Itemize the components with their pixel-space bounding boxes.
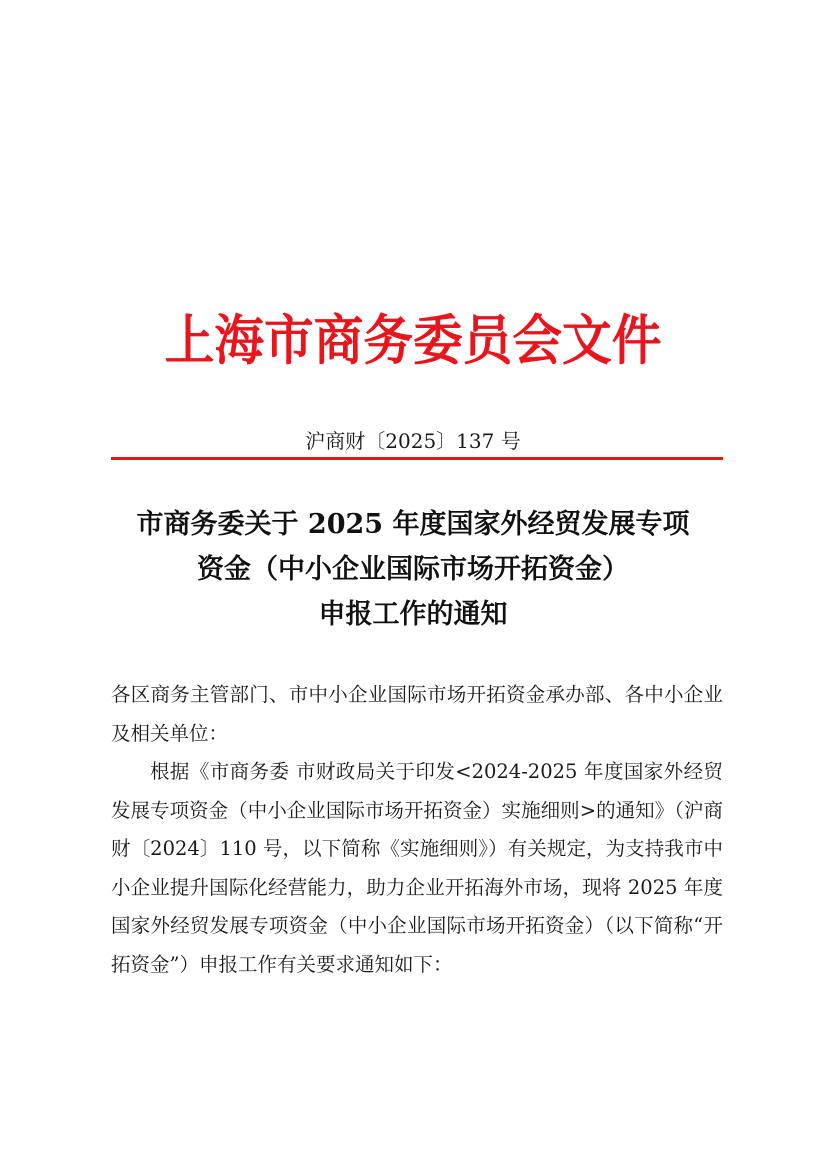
red-divider-line bbox=[111, 457, 723, 460]
notice-title-line-2: 资金（中小企业国际市场开拓资金） bbox=[197, 554, 629, 585]
document-number: 沪商财〔2025〕137 号 bbox=[305, 429, 521, 453]
salutation: 各区商务主管部门、市中小企业国际市场开拓资金承办部、各中小企业及相关单位： bbox=[111, 683, 723, 745]
notice-title-line-1: 市商务委关于 2025 年度国家外经贸发展专项 bbox=[136, 509, 690, 540]
body-paragraph: 根据《市商务委 市财政局关于印发<2024-2025 年度国家外经贸发展专项资金（中小企业国际市场开拓资金）实施细则>的通知》（沪商财〔2024〕110 号，以下简称《实施细则》）有关规定，为支持我市中小企业提升国际化经营能力，助力企业开拓海外市场，现将 2025 年度国家外经贸发展专项资金（中小企业国际市场开拓资金）（以下简称“开拓资金”）申报工作有关要求通知如下： bbox=[111, 760, 723, 976]
notice-body bbox=[111, 676, 723, 984]
notice-title bbox=[100, 502, 726, 637]
issuer-title: 上海市商务委员会文件 bbox=[164, 308, 662, 372]
notice-title-line-3: 申报工作的通知 bbox=[318, 599, 508, 630]
